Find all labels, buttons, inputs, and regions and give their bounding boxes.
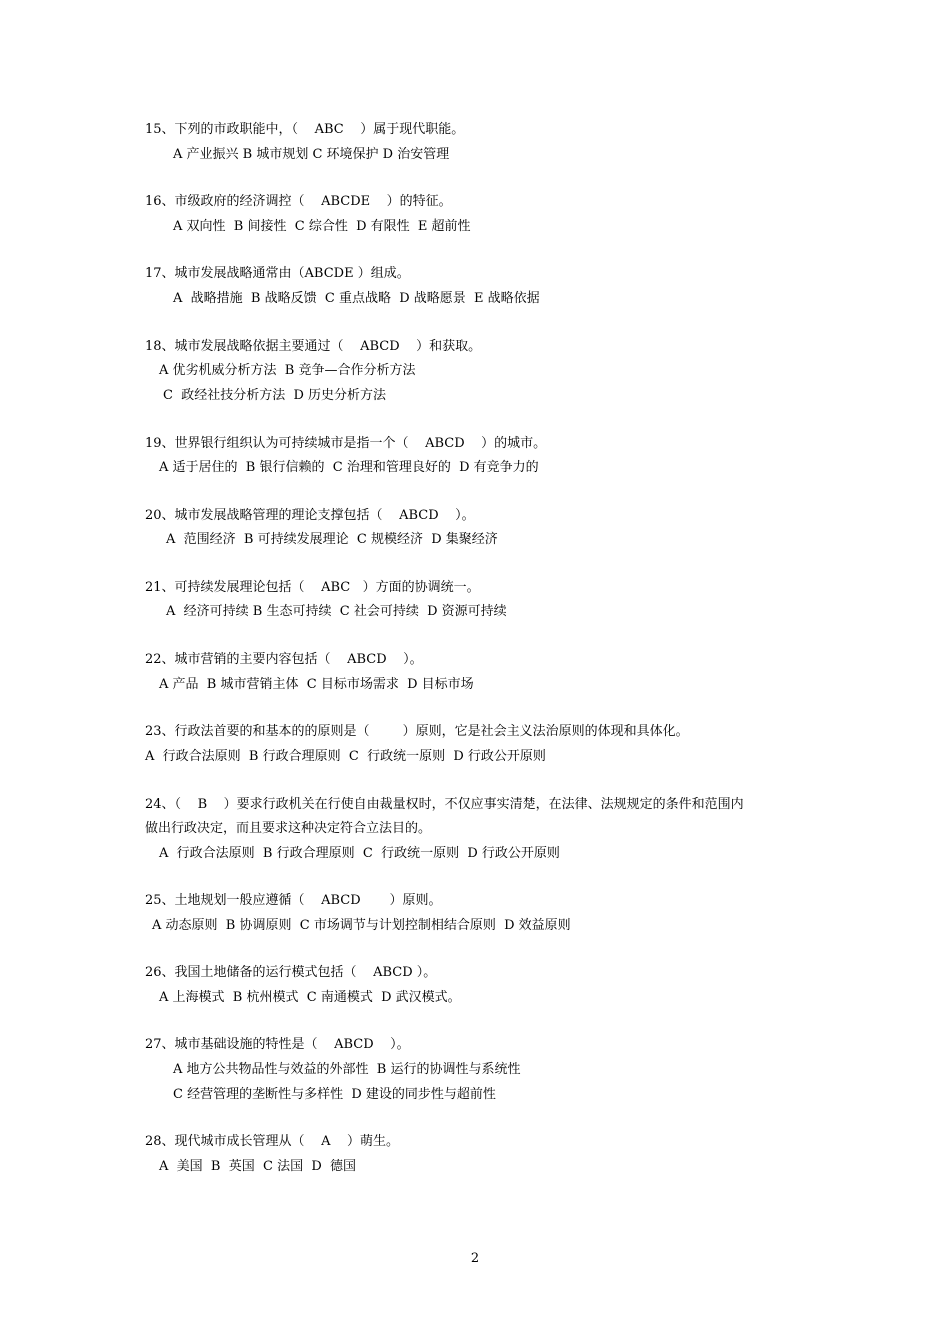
- question-stem: 22、城市营销的主要内容包括（ ABCD ）。: [145, 652, 423, 667]
- question-stem-continued: 做出行政决定，而且要求这种决定符合立法目的。: [145, 821, 432, 836]
- question-options: A 战略措施 B 战略反馈 C 重点战略 D 战略愿景 E 战略依据: [173, 291, 540, 306]
- question-options: C 经营管理的垄断性与多样性 D 建设的同步性与超前性: [173, 1087, 496, 1102]
- question-options: A 适于居住的 B 银行信赖的 C 治理和管理良好的 D 有竞争力的: [159, 460, 539, 475]
- question-stem: 18、城市发展战略依据主要通过（ ABCD ）和获取。: [145, 339, 482, 354]
- page-number: 2: [470, 1251, 480, 1266]
- question-stem: 20、城市发展战略管理的理论支撑包括（ ABCD ）。: [145, 508, 475, 523]
- question-options: A 上海模式 B 杭州模式 C 南通模式 D 武汉模式。: [159, 990, 461, 1005]
- question-options: A 范围经济 B 可持续发展理论 C 规模经济 D 集聚经济: [166, 532, 498, 547]
- question-stem: 25、土地规划一般应遵循（ ABCD ）原则。: [145, 893, 442, 908]
- question-options: A 行政合法原则 B 行政合理原则 C 行政统一原则 D 行政公开原则: [145, 749, 546, 764]
- question-options: A 动态原则 B 协调原则 C 市场调节与计划控制相结合原则 D 效益原则: [152, 918, 571, 933]
- question-stem: 16、市级政府的经济调控（ ABCDE ）的特征。: [145, 194, 452, 209]
- question-stem: 24、（ B ）要求行政机关在行使自由裁量权时，不仅应事实清楚，在法律、法规规定的条件和范围内: [145, 797, 744, 812]
- question-stem: 23、行政法首要的和基本的的原则是（ ）原则，它是社会主义法治原则的体现和具体化。: [145, 724, 689, 739]
- question-options: A 美国 B 英国 C 法国 D 德国: [159, 1159, 357, 1174]
- question-stem: 28、现代城市成长管理从（ A ）萌生。: [145, 1134, 399, 1149]
- question-stem: 17、城市发展战略通常由（ABCDE ）组成。: [145, 266, 410, 281]
- question-stem: 27、城市基础设施的特性是（ ABCD ）。: [145, 1037, 410, 1052]
- question-options: A 双向性 B 间接性 C 综合性 D 有限性 E 超前性: [173, 219, 471, 234]
- question-options: A 行政合法原则 B 行政合理原则 C 行政统一原则 D 行政公开原则: [159, 846, 560, 861]
- question-options: A 产品 B 城市营销主体 C 目标市场需求 D 目标市场: [159, 677, 474, 692]
- question-stem: 21、可持续发展理论包括（ ABC ）方面的协调统一。: [145, 580, 480, 595]
- question-options: A 地方公共物品性与效益的外部性 B 运行的协调性与系统性: [173, 1062, 521, 1077]
- question-stem: 19、世界银行组织认为可持续城市是指一个（ ABCD ）的城市。: [145, 436, 547, 451]
- question-options: A 经济可持续 B 生态可持续 C 社会可持续 D 资源可持续: [166, 604, 507, 619]
- question-options: A 优劣机威分析方法 B 竞争—合作分析方法: [159, 363, 416, 378]
- question-options: C 政经社技分析方法 D 历史分析方法: [163, 388, 387, 403]
- question-stem: 15、下列的市政职能中，（ ABC ）属于现代职能。: [145, 122, 465, 137]
- question-options: A 产业振兴 B 城市规划 C 环境保护 D 治安管理: [173, 147, 450, 162]
- question-stem: 26、我国土地储备的运行模式包括（ ABCD ）。: [145, 965, 437, 980]
